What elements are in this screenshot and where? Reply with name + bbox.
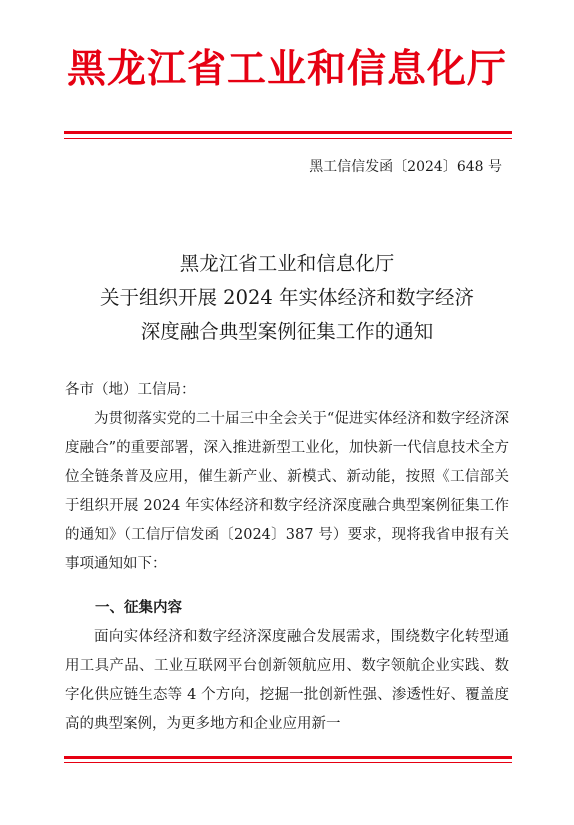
footer-divider xyxy=(64,756,512,759)
document-number: 黑工信信发函〔2024〕648 号 xyxy=(309,159,502,175)
masthead-divider xyxy=(64,131,512,134)
footer-divider-thin xyxy=(64,762,512,763)
title-line-3: 深度融合典型案例征集工作的通知 xyxy=(140,320,434,343)
paragraph-content: 面向实体经济和数字经济深度融合发展需求，围绕数字化转型通用工具产品、工业互联网平台创新领航应用、数字领航企业实践、数字化供应链生态等 4 个方向，挖掘一批创新性强、渗透性好、覆盖度高的典型案例，为更多地方和企业应用新一 xyxy=(65,629,509,732)
addressee: 各市（地）工信局： xyxy=(65,382,196,398)
agency-masthead: 黑龙江省工业和信息化厅 xyxy=(66,47,507,92)
section-heading: 一、征集内容 xyxy=(95,600,182,616)
title-line-1: 黑龙江省工业和信息化厅 xyxy=(179,252,395,275)
masthead-divider-thin xyxy=(64,138,512,139)
paragraph-intro: 为贯彻落实党的二十届三中全会关于“促进实体经济和数字经济深度融合”的重要部署，深入推进新型工业化，加快新一代信息技术全方位全链条普及应用，催生新产业、新模式、新动能，按照《工信部关于组织开展 2024 年实体经济和数字经济深度融合典型案例征集工作的通知》（工信厅信发函〔2024〕387 号）要求，现将我省申报有关事项通知如下： xyxy=(65,411,509,572)
title-line-2: 关于组织开展 2024 年实体经济和数字经济 xyxy=(99,286,475,309)
